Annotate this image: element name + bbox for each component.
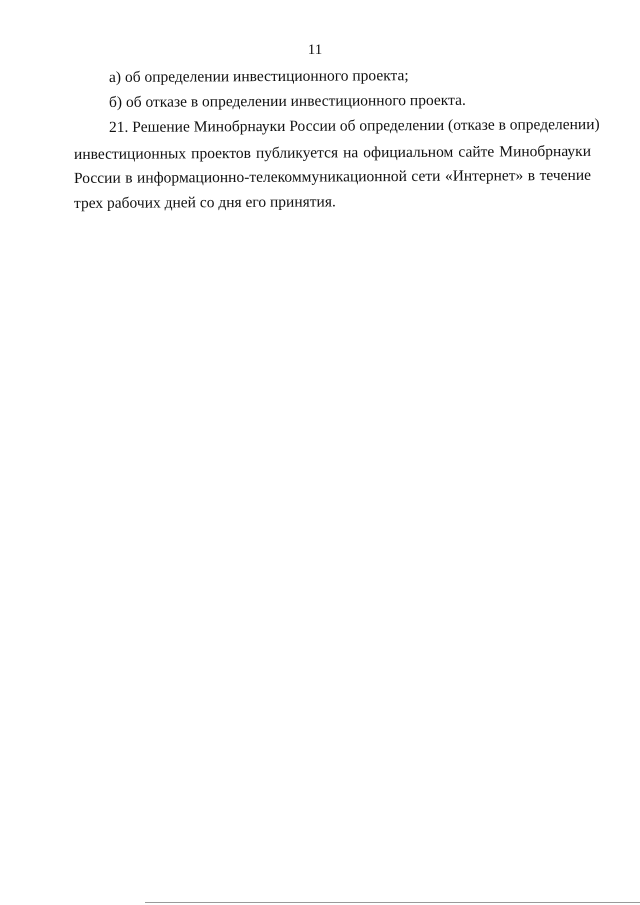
list-item-a: а) об определении инвестиционного проекта; bbox=[108, 67, 409, 86]
paragraph-21-line-4: трех рабочих дней со дня его принятия. bbox=[73, 193, 336, 212]
page-number: 11 bbox=[307, 42, 323, 58]
paragraph-21-line-1: 21. Решение Минобрнауки России об определении (отказе в определении) bbox=[108, 116, 600, 136]
paragraph-21-line-2: инвестиционных проектов публикуется на официальном сайте Минобрнауки bbox=[73, 142, 592, 163]
list-item-b: б) об отказе в определении инвестиционного проекта. bbox=[108, 91, 466, 111]
paragraph-21-line-3: России в информационно-телекоммуникационной сети «Интернет» в течение bbox=[73, 166, 592, 187]
scan-bottom-edge bbox=[145, 902, 640, 903]
